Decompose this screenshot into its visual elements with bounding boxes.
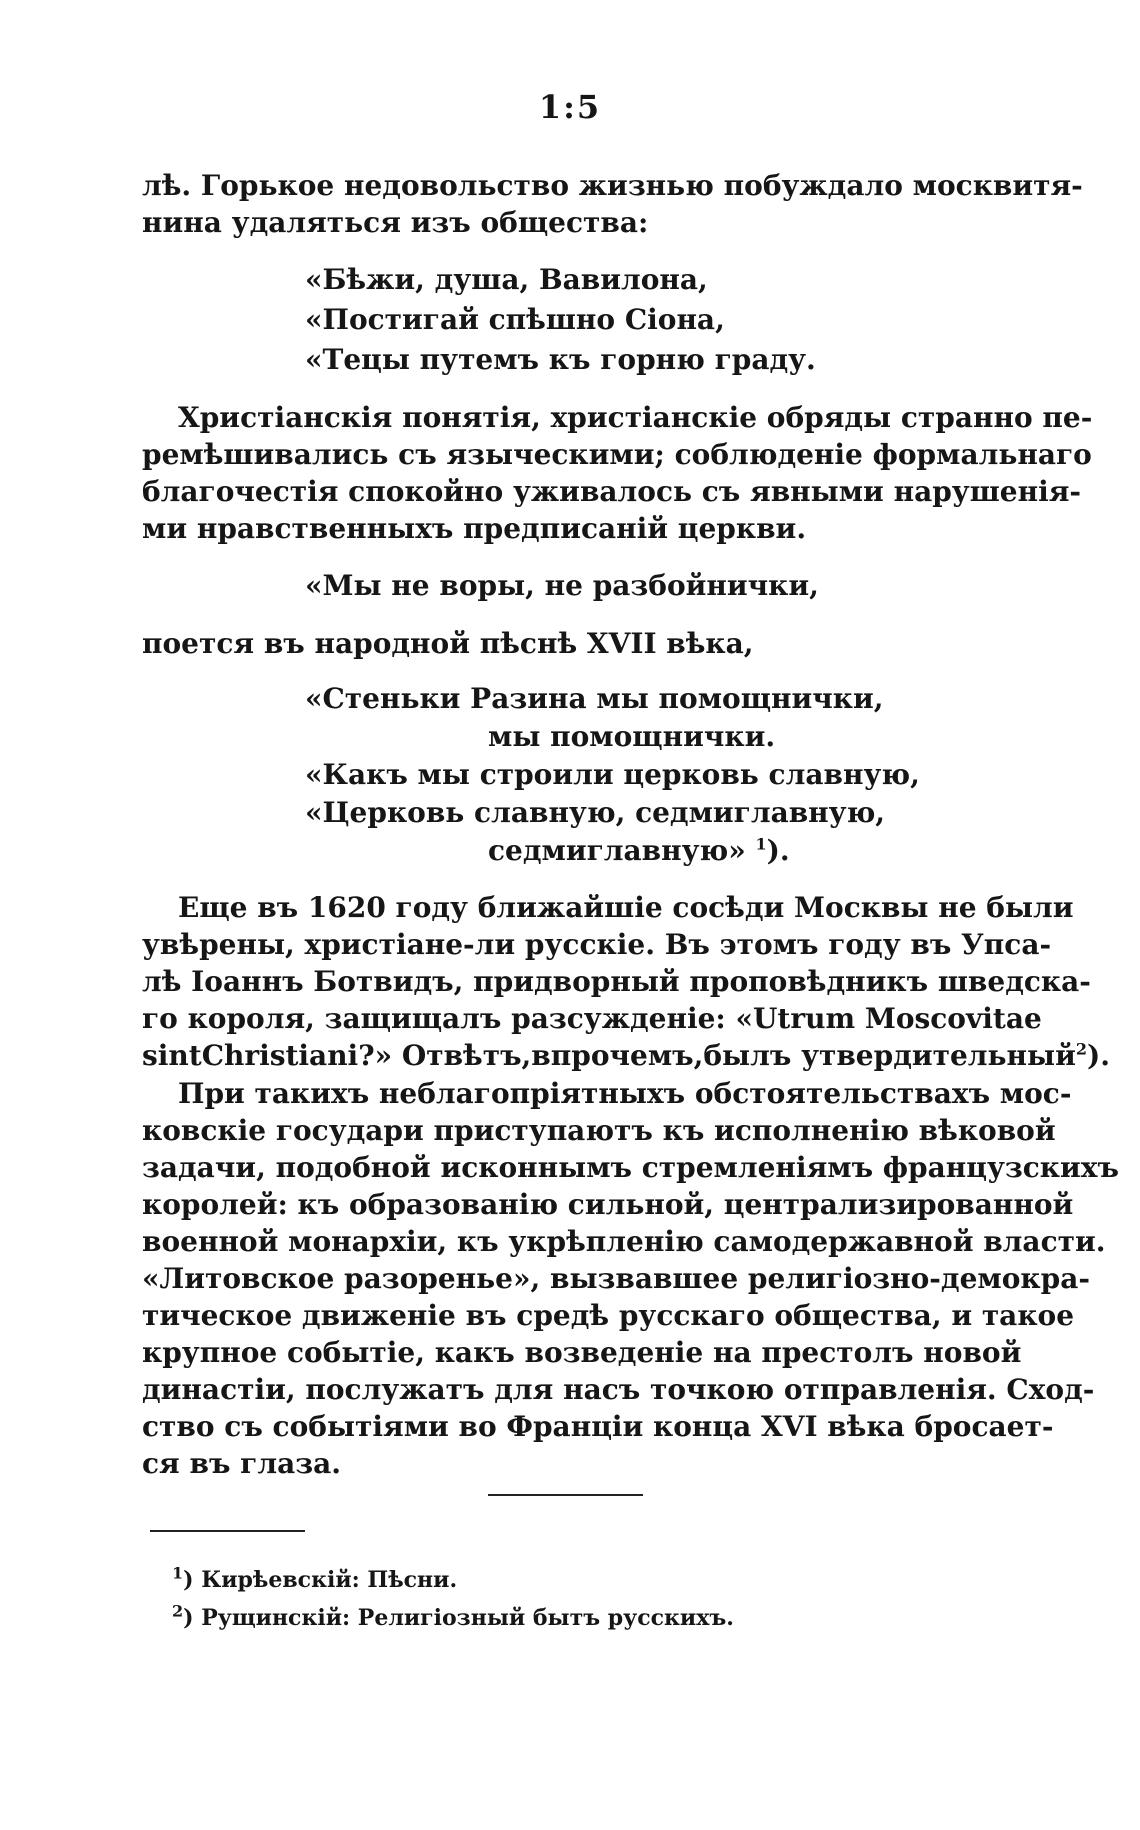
text-line: При такихъ неблагопріятныхъ обстоятельствахъ мос- <box>178 1077 1072 1110</box>
footnote <box>172 1563 458 1594</box>
verse-line: «Церковь славную, седмиглавную, <box>305 796 886 829</box>
section-divider <box>488 1494 643 1496</box>
footnote-ref: 1 <box>755 834 767 854</box>
text-line: ство съ событіями во Франціи конца XVI вѣка бросает- <box>142 1410 1054 1443</box>
text-segment: sintChristiani?» Отвѣтъ,впрочемъ,былъ утвердительный <box>142 1039 1076 1072</box>
text-line: военной монархіи, къ укрѣпленію самодержавной власти. <box>142 1225 1106 1258</box>
text-line: Еще въ 1620 году ближайшіе сосѣди Москвы не были <box>178 891 1074 924</box>
text-line: династіи, послужатъ для насъ точкою отправленія. Сход- <box>142 1373 1095 1406</box>
verse-line-with-ref <box>488 833 790 869</box>
verse-line: «Мы не воры, не разбойнички, <box>305 569 819 602</box>
text-line: увѣрены, христіане-ли русскіе. Въ этомъ году въ Упса- <box>142 928 1052 961</box>
verse-line: «Тецы путемъ къ горню граду. <box>305 343 816 376</box>
text-line: Христіанскія понятія, христіанскіе обряды странно пе- <box>178 401 1093 434</box>
text-line: задачи, подобной исконнымъ стремленіямъ французскихъ <box>142 1151 1119 1184</box>
text-line: благочестія спокойно уживалось съ явными нарушенія- <box>142 475 1082 508</box>
verse-line: мы помощнички. <box>488 720 776 753</box>
text-line: нина удаляться изъ общества: <box>142 206 649 239</box>
verse-line: «Какъ мы строили церковь славную, <box>305 758 920 791</box>
footnote-text: ) Рущинскій: Религіозный бытъ русскихъ. <box>183 1605 734 1631</box>
footnote-ref-close: ). <box>766 834 790 867</box>
verse-text: седмиглавную» <box>488 834 746 867</box>
text-line: ми нравственныхъ предписаній церкви. <box>142 512 807 545</box>
verse-line: «Бѣжи, душа, Вавилона, <box>305 263 708 296</box>
text-line: поется въ народной пѣснѣ XVII вѣка, <box>142 627 754 660</box>
footnote-divider <box>150 1530 305 1532</box>
footnote <box>172 1601 734 1632</box>
text-line: королей: къ образованію сильной, централизированной <box>142 1188 1074 1221</box>
verse-line: «Стеньки Разина мы помощнички, <box>305 682 884 715</box>
text-line-with-ref <box>142 1038 1111 1074</box>
footnote-text: ) Кирѣевскій: Пѣсни. <box>183 1567 458 1593</box>
text-line: лѣ Іоаннъ Ботвидъ, придворный проповѣдникъ шведска- <box>142 965 1091 998</box>
text-line: лѣ. Горькое недовольство жизнью побуждало москвитя- <box>142 169 1083 202</box>
text-line: ковскіе государи приступаютъ къ исполненію вѣковой <box>142 1114 1056 1147</box>
footnote-mark: 2 <box>172 1601 184 1621</box>
verse-line: «Постигай спѣшно Сіона, <box>305 303 725 336</box>
text-line: ся въ глаза. <box>142 1447 341 1480</box>
footnote-ref: 2 <box>1075 1039 1088 1059</box>
page-number: 1:5 <box>538 88 602 126</box>
text-line: го короля, защищалъ разсужденіе: «Utrum Moscovitae <box>142 1002 1042 1035</box>
footnote-ref-close: ). <box>1087 1039 1111 1072</box>
text-line: тическое движеніе въ средѣ русскаго общества, и такое <box>142 1299 1075 1332</box>
text-line: «Литовское разоренье», вызвавшее религіозно-демокра- <box>142 1262 1090 1295</box>
footnote-mark: 1 <box>172 1563 184 1583</box>
text-line: крупное событіе, какъ возведеніе на престолъ новой <box>142 1336 1022 1369</box>
text-line: ремѣшивались съ языческими; соблюденіе формальнаго <box>142 438 1092 471</box>
